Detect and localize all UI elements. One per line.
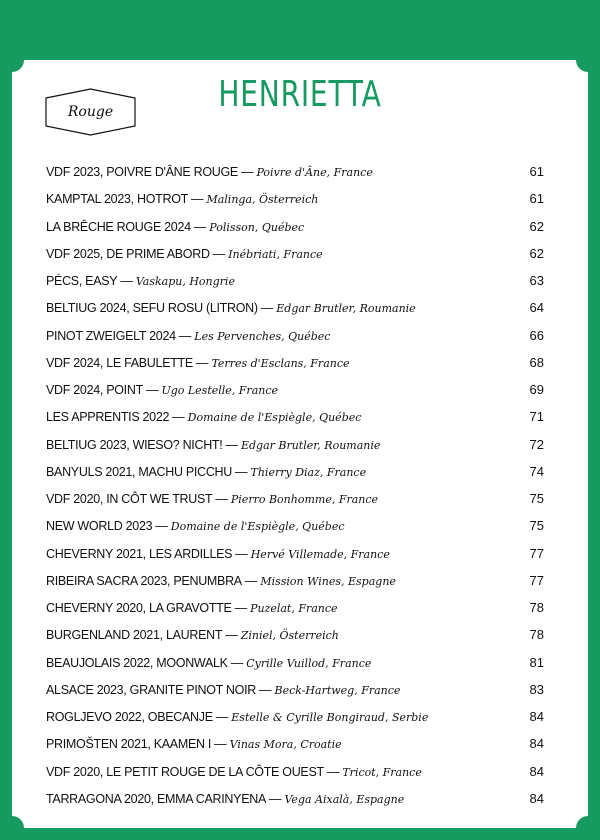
section-badge-label: Rouge (67, 104, 114, 120)
wine-name: VDF 2024, POINT (46, 383, 143, 397)
separator-dash: — (214, 737, 227, 752)
wine-producer: Mission Wines, Espagne (260, 574, 396, 588)
wine-name: KAMPTAL 2023, HOTROT (46, 192, 188, 207)
wine-price: 63 (529, 273, 544, 288)
separator-dash: — (195, 355, 209, 370)
wine-row (46, 594, 544, 621)
wine-name: ALSACE 2023, GRANITE PINOT NOIR (46, 682, 256, 697)
wine-producer: Edgar Brutler, Roumanie (240, 438, 381, 452)
separator-dash: — (215, 710, 229, 724)
wine-row (46, 485, 544, 512)
separator-dash: — (172, 410, 185, 425)
wine-row (46, 158, 544, 185)
wine-name: TARRAGONA 2020, EMMA CARINYENA (46, 791, 266, 806)
wine-name: VDF 2020, IN CÔT WE TRUST (46, 492, 213, 506)
wine-producer: Inébriati, France (228, 247, 323, 261)
separator-dash: — (178, 328, 192, 343)
wine-producer: Vega Aixalà, Espagne (284, 792, 405, 806)
separator-dash: — (212, 246, 226, 261)
wine-name: PINOT ZWEIGELT 2024 (46, 328, 176, 343)
wine-producer: Hervé Villemade, France (250, 547, 390, 561)
separator-dash: — (193, 219, 207, 234)
wine-row (46, 376, 544, 403)
wine-price: 81 (529, 654, 544, 670)
wine-row (46, 240, 544, 267)
wine-producer: Pierro Bonhomme, France (230, 493, 379, 506)
corner-scallop (576, 48, 600, 72)
wine-name: ROGLJEVO 2022, OBECANJE (46, 710, 213, 724)
separator-dash: — (269, 791, 282, 806)
wine-price: 62 (529, 218, 544, 234)
wine-name: CHEVERNY 2020, LA GRAVOTTE (46, 601, 232, 615)
wine-list (46, 158, 544, 812)
wine-producer: Ugo Lestelle, France (161, 384, 279, 397)
wine-price: 72 (529, 436, 544, 452)
wine-row (46, 512, 544, 539)
wine-row (46, 730, 544, 757)
wine-name: LES APPRENTIS 2022 (46, 410, 170, 425)
wine-row (46, 621, 544, 648)
wine-row (46, 458, 544, 485)
corner-scallop (0, 48, 24, 72)
wine-price: 83 (529, 681, 544, 697)
wine-producer: Les Pervenches, Québec (194, 329, 331, 343)
wine-producer: Terres d'Esclans, France (211, 356, 350, 370)
wine-name: VDF 2024, LE FABULETTE (46, 355, 193, 370)
wine-producer: Tricot, France (342, 765, 422, 779)
wine-producer: Beck-Hartweg, France (274, 683, 401, 697)
separator-dash: — (215, 492, 228, 506)
wine-price: 61 (529, 164, 544, 179)
separator-dash: — (230, 655, 244, 670)
separator-dash: — (145, 383, 159, 397)
separator-dash: — (235, 546, 248, 561)
wine-producer: Vinas Mora, Croatie (229, 738, 342, 752)
wine-row (46, 403, 544, 430)
wine-row (46, 322, 544, 349)
wine-row (46, 294, 544, 321)
wine-row (46, 540, 544, 567)
wine-name: BELTIUG 2024, SEFU ROSU (LITRON) (46, 301, 258, 316)
wine-producer: Poivre d'Âne, France (256, 166, 373, 179)
wine-name: RIBEIRA SACRA 2023, PENUMBRA (46, 573, 242, 588)
wine-price: 64 (529, 300, 544, 316)
wine-price: 75 (529, 518, 544, 534)
wine-name: LA BRÊCHE ROUGE 2024 (46, 219, 191, 234)
wine-name: VDF 2025, DE PRIME ABORD (46, 246, 210, 261)
wine-price: 71 (529, 409, 544, 425)
wine-name: NEW WORLD 2023 (46, 519, 153, 534)
wine-name: PRIMOŠTEN 2021, KAAMEN I (46, 737, 212, 752)
wine-price: 77 (529, 572, 544, 588)
wine-price: 62 (529, 245, 544, 261)
wine-producer: Polisson, Québec (209, 220, 305, 234)
separator-dash: — (326, 764, 340, 779)
wine-row (46, 758, 544, 785)
wine-price: 68 (529, 354, 544, 370)
separator-dash: — (225, 628, 238, 643)
wine-price: 84 (529, 790, 544, 806)
wine-producer: Domaine de l'Espiègle, Québec (187, 411, 362, 425)
wine-price: 78 (529, 627, 544, 643)
wine-row (46, 676, 544, 703)
wine-row (46, 567, 544, 594)
wine-price: 74 (529, 463, 544, 479)
wine-row (46, 213, 544, 240)
wine-name: PÉCS, EASY (46, 274, 118, 288)
wine-price: 75 (529, 491, 544, 506)
wine-row (46, 649, 544, 676)
wine-producer: Puzelat, France (250, 602, 338, 615)
wine-price: 61 (529, 191, 544, 207)
separator-dash: — (235, 464, 248, 479)
wine-name: BELTIUG 2023, WIESO? NICHT! (46, 437, 223, 452)
wine-row (46, 185, 544, 212)
corner-scallop (576, 816, 600, 840)
wine-name: VDF 2023, POIVRE D'ÂNE ROUGE (46, 165, 238, 179)
section-badge (45, 88, 136, 136)
wine-row (46, 431, 544, 458)
wine-name: BANYULS 2021, MACHU PICCHU (46, 464, 233, 479)
separator-dash: — (155, 519, 168, 534)
wine-producer: Cyrille Vuillod, France (246, 656, 372, 670)
wine-price: 84 (529, 709, 544, 724)
wine-name: CHEVERNY 2021, LES ARDILLES (46, 546, 233, 561)
wine-producer: Estelle & Cyrille Bongiraud, Serbie (231, 711, 429, 724)
wine-price: 77 (529, 545, 544, 561)
wine-price: 78 (529, 600, 544, 615)
wine-row (46, 703, 544, 730)
wine-price: 84 (529, 763, 544, 779)
wine-producer: Domaine de l'Espiègle, Québec (170, 520, 345, 534)
wine-price: 66 (529, 327, 544, 343)
wine-producer: Thierry Diaz, France (250, 465, 367, 479)
wine-name: BEAUJOLAIS 2022, MOONWALK (46, 655, 228, 670)
wine-row (46, 785, 544, 812)
separator-dash: — (190, 192, 204, 207)
separator-dash: — (234, 601, 248, 615)
wine-producer: Edgar Brutler, Roumanie (276, 302, 416, 316)
separator-dash: — (225, 437, 238, 452)
separator-dash: — (120, 274, 133, 288)
wine-row (46, 349, 544, 376)
wine-price: 84 (529, 736, 544, 752)
wine-producer: Ziniel, Österreich (240, 629, 339, 643)
wine-name: VDF 2020, LE PETIT ROUGE DE LA CÔTE OUEST (46, 764, 324, 779)
separator-dash: — (260, 301, 274, 316)
separator-dash: — (244, 573, 258, 588)
wine-price: 69 (529, 382, 544, 397)
separator-dash: — (240, 165, 254, 179)
wine-row (46, 267, 544, 294)
wine-producer: Vaskapu, Hongrie (135, 275, 235, 288)
wine-name: BURGENLAND 2021, LAURENT (46, 628, 223, 643)
page-title: HENRIETTA (218, 74, 382, 115)
separator-dash: — (258, 682, 272, 697)
corner-scallop (0, 816, 24, 840)
wine-producer: Malinga, Österreich (206, 193, 319, 207)
